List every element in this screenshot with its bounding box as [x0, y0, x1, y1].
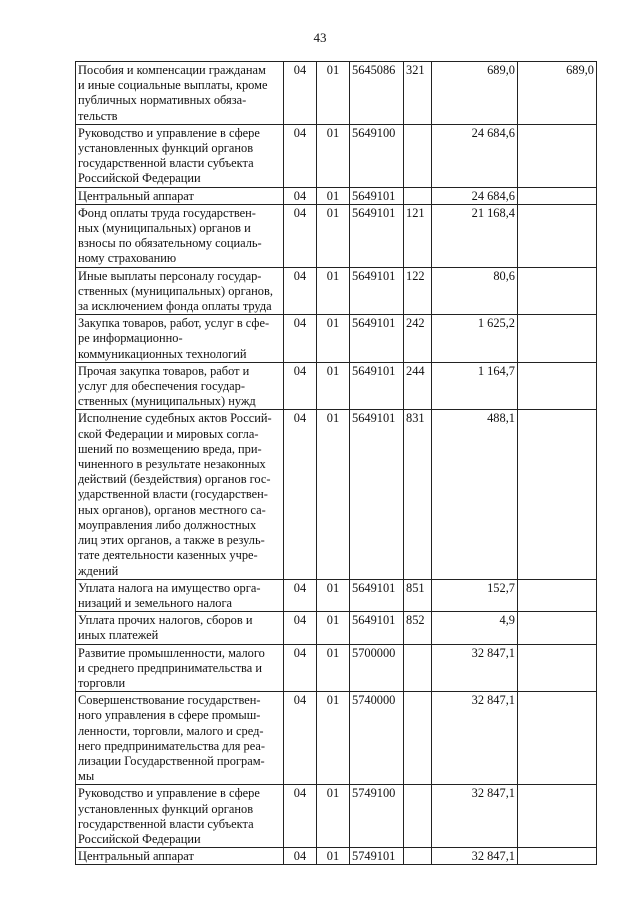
table-row [76, 124, 597, 187]
section-code-cell: 04 [284, 848, 317, 865]
amount-cell: 1 625,2 [432, 315, 518, 363]
expense-type-code-cell: 321 [404, 62, 432, 125]
row-name-cell: Уплата прочих налогов, сборов и иных платежей [76, 612, 284, 644]
table-row [76, 579, 597, 611]
section-code-cell: 04 [284, 187, 317, 204]
section-code-cell: 04 [284, 362, 317, 410]
subsection-code-cell: 01 [317, 187, 350, 204]
amount-cell: 32 847,1 [432, 692, 518, 785]
section-code-cell: 04 [284, 579, 317, 611]
target-article-code-cell: 5749100 [350, 785, 404, 848]
section-code-cell: 04 [284, 692, 317, 785]
page-number: 43 [313, 30, 327, 45]
expense-type-code-cell [404, 848, 432, 865]
subsection-code-cell: 01 [317, 267, 350, 315]
target-article-code-cell: 5645086 [350, 62, 404, 125]
amount-cell: 689,0 [432, 62, 518, 125]
budget-table-body [76, 62, 597, 865]
row-name-cell: Развитие промышленности, малого и среднего предпринимательства и торговли [76, 644, 284, 692]
amount-cell: 32 847,1 [432, 785, 518, 848]
row-name-cell: Руководство и управление в сфере установленных функций органов государственной власти субъекта Российской Федерации [76, 785, 284, 848]
row-name-cell: Центральный аппарат [76, 187, 284, 204]
federal-amount-cell [518, 612, 597, 644]
federal-amount-cell [518, 579, 597, 611]
amount-cell: 488,1 [432, 410, 518, 579]
section-code-cell: 04 [284, 62, 317, 125]
section-code-cell: 04 [284, 204, 317, 267]
target-article-code-cell: 5749101 [350, 848, 404, 865]
table-row [76, 187, 597, 204]
section-code-cell: 04 [284, 124, 317, 187]
federal-amount-cell [518, 187, 597, 204]
row-name-cell: Пособия и компенсации гражданам и иные социальные выплаты, кроме публичных нормативных обяза- тельств [76, 62, 284, 125]
table-row [76, 644, 597, 692]
table-row [76, 267, 597, 315]
expense-type-code-cell: 852 [404, 612, 432, 644]
amount-cell: 80,6 [432, 267, 518, 315]
section-code-cell: 04 [284, 410, 317, 579]
expense-type-code-cell: 831 [404, 410, 432, 579]
target-article-code-cell: 5649101 [350, 187, 404, 204]
subsection-code-cell: 01 [317, 124, 350, 187]
expense-type-code-cell [404, 644, 432, 692]
subsection-code-cell: 01 [317, 692, 350, 785]
table-row [76, 410, 597, 579]
federal-amount-cell: 689,0 [518, 62, 597, 125]
federal-amount-cell [518, 692, 597, 785]
table-row [76, 315, 597, 363]
section-code-cell: 04 [284, 644, 317, 692]
amount-cell: 1 164,7 [432, 362, 518, 410]
federal-amount-cell [518, 267, 597, 315]
row-name-cell: Центральный аппарат [76, 848, 284, 865]
subsection-code-cell: 01 [317, 315, 350, 363]
target-article-code-cell: 5649101 [350, 267, 404, 315]
expense-type-code-cell [404, 692, 432, 785]
federal-amount-cell [518, 124, 597, 187]
subsection-code-cell: 01 [317, 362, 350, 410]
federal-amount-cell [518, 362, 597, 410]
expense-type-code-cell: 122 [404, 267, 432, 315]
row-name-cell: Прочая закупка товаров, работ и услуг для обеспечения государ- ственных (муниципальных) нужд [76, 362, 284, 410]
expense-type-code-cell: 121 [404, 204, 432, 267]
target-article-code-cell: 5649101 [350, 612, 404, 644]
row-name-cell: Исполнение судебных актов Россий- ской Федерации и мировых согла- шений по возмещению вреда, при- чиненного в результате незаконных действий (бездействия) органов гос- ударственной власти (государствен- ных органов), органов местного са- моуправления либо должностных лиц этих органов, а также в резуль- тате деятельности казенных учре- ждений [76, 410, 284, 579]
subsection-code-cell: 01 [317, 579, 350, 611]
target-article-code-cell: 5649100 [350, 124, 404, 187]
budget-table [75, 61, 597, 865]
expense-type-code-cell [404, 785, 432, 848]
target-article-code-cell: 5649101 [350, 579, 404, 611]
subsection-code-cell: 01 [317, 644, 350, 692]
amount-cell: 21 168,4 [432, 204, 518, 267]
subsection-code-cell: 01 [317, 204, 350, 267]
target-article-code-cell: 5700000 [350, 644, 404, 692]
expense-type-code-cell: 851 [404, 579, 432, 611]
section-code-cell: 04 [284, 612, 317, 644]
amount-cell: 24 684,6 [432, 124, 518, 187]
expense-type-code-cell: 242 [404, 315, 432, 363]
target-article-code-cell: 5649101 [350, 410, 404, 579]
row-name-cell: Уплата налога на имущество орга- низаций и земельного налога [76, 579, 284, 611]
table-row [76, 692, 597, 785]
section-code-cell: 04 [284, 267, 317, 315]
subsection-code-cell: 01 [317, 62, 350, 125]
section-code-cell: 04 [284, 785, 317, 848]
table-row [76, 612, 597, 644]
subsection-code-cell: 01 [317, 848, 350, 865]
amount-cell: 24 684,6 [432, 187, 518, 204]
target-article-code-cell: 5649101 [350, 362, 404, 410]
table-row [76, 204, 597, 267]
federal-amount-cell [518, 785, 597, 848]
subsection-code-cell: 01 [317, 785, 350, 848]
row-name-cell: Иные выплаты персоналу государ- ственных (муниципальных) органов, за исключением фонда оплаты труда [76, 267, 284, 315]
row-name-cell: Фонд оплаты труда государствен- ных (муниципальных) органов и взносы по обязательному социаль- ному страхованию [76, 204, 284, 267]
expense-type-code-cell [404, 187, 432, 204]
table-row [76, 62, 597, 125]
amount-cell: 152,7 [432, 579, 518, 611]
amount-cell: 32 847,1 [432, 848, 518, 865]
row-name-cell: Закупка товаров, работ, услуг в сфе- ре информационно- коммуникационных технологий [76, 315, 284, 363]
target-article-code-cell: 5649101 [350, 315, 404, 363]
row-name-cell: Руководство и управление в сфере установленных функций органов государственной власти субъекта Российской Федерации [76, 124, 284, 187]
federal-amount-cell [518, 315, 597, 363]
amount-cell: 32 847,1 [432, 644, 518, 692]
target-article-code-cell: 5649101 [350, 204, 404, 267]
federal-amount-cell [518, 204, 597, 267]
table-row [76, 785, 597, 848]
federal-amount-cell [518, 410, 597, 579]
subsection-code-cell: 01 [317, 612, 350, 644]
expense-type-code-cell: 244 [404, 362, 432, 410]
federal-amount-cell [518, 848, 597, 865]
subsection-code-cell: 01 [317, 410, 350, 579]
table-row [76, 848, 597, 865]
target-article-code-cell: 5740000 [350, 692, 404, 785]
table-row [76, 362, 597, 410]
section-code-cell: 04 [284, 315, 317, 363]
row-name-cell: Совершенствование государствен- ного управления в сфере промыш- ленности, торговли, малого и сред- него предпринимательства для реа- лизации Государственной програм- мы [76, 692, 284, 785]
amount-cell: 4,9 [432, 612, 518, 644]
federal-amount-cell [518, 644, 597, 692]
expense-type-code-cell [404, 124, 432, 187]
